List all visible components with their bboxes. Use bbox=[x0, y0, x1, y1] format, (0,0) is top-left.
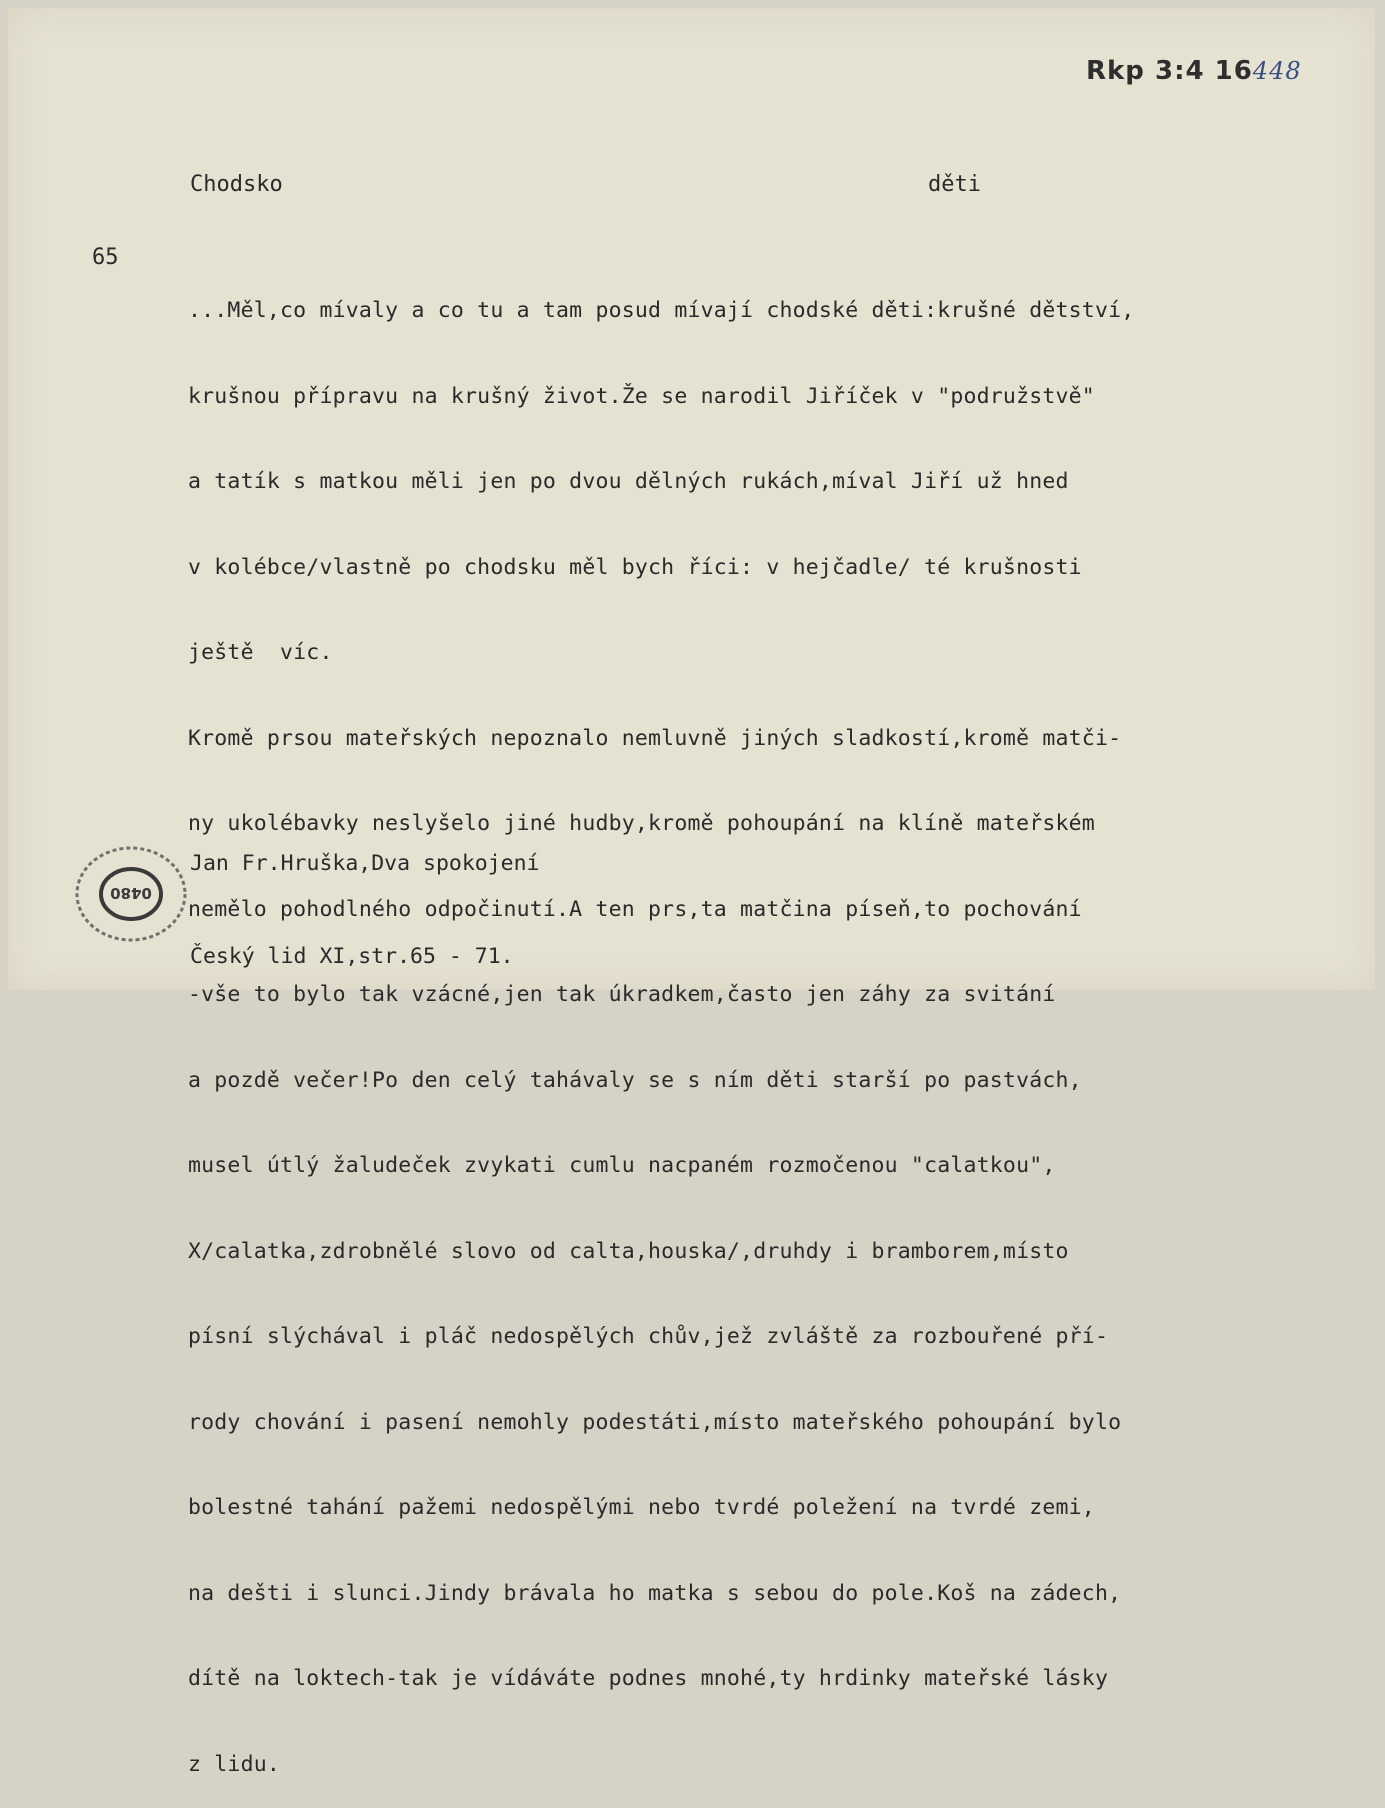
body-line: v kolébce/vlastně po chodsku měl bych říci: v hejčadle/ té krušnosti bbox=[188, 554, 1082, 580]
seal-number: 0480 bbox=[110, 884, 152, 902]
archive-mark-handwritten: 448 bbox=[1252, 57, 1302, 85]
body-text bbox=[188, 240, 1368, 1808]
body-line: bolestné tahání pažemi nedospělými nebo tvrdé poležení na tvrdé zemi, bbox=[188, 1495, 1095, 1520]
body-line: na dešti i slunci.Jindy brávala ho matka s sebou do pole.Koš na zádech, bbox=[188, 1580, 1122, 1606]
body-line: a tatík s matkou měli jen po dvou dělných rukách,míval Jiří už hned bbox=[188, 469, 1069, 494]
citation-source: Český lid XI,str.65 - 71. bbox=[190, 944, 514, 969]
archive-mark bbox=[1086, 56, 1302, 86]
body-line: a pozdě večer!Po den celý tahávaly se s ním děti starší po pastvách, bbox=[188, 1067, 1082, 1093]
body-line: z lidu. bbox=[188, 1751, 281, 1777]
citation-author-title: Jan Fr.Hruška,Dva spokojení bbox=[190, 851, 540, 876]
page-number: 65 bbox=[92, 245, 119, 270]
library-seal-icon bbox=[68, 842, 194, 946]
body-line: -vše to bylo tak vzácné,jen tak úkradkem,často jen záhy za svitání bbox=[188, 982, 1056, 1007]
body-line: ny ukolébavky neslyšelo jiné hudby,kromě pohoupání na klíně mateřském bbox=[188, 811, 1095, 836]
body-line: dítě na loktech-tak je vídáváte podnes mnohé,ty hrdinky mateřské lásky bbox=[188, 1666, 1109, 1691]
body-line: rody chování i pasení nemohly podestáti,místo mateřského pohoupání bylo bbox=[188, 1409, 1122, 1435]
body-line: ještě víc. bbox=[188, 640, 333, 665]
body-line: nemělo pohodlného odpočinutí.A ten prs,ta matčina píseň,to pochování bbox=[188, 896, 1082, 922]
body-line: Kromě prsou mateřských nepoznalo nemluvně jiných sladkostí,kromě matči- bbox=[188, 725, 1122, 751]
body-line: musel útlý žaludeček zvykati cumlu nacpaném rozmočenou "calatkou", bbox=[188, 1153, 1056, 1178]
body-line: X/calatka,zdrobnělé slovo od calta,houska/,druhdy i bramborem,místo bbox=[188, 1238, 1069, 1264]
heading-region: Chodsko bbox=[190, 172, 283, 197]
body-line: krušnou přípravu na krušný život.Že se narodil Jiříček v "podružstvě" bbox=[188, 383, 1095, 409]
body-line: písní slýchával i pláč nedospělých chův,jež zvláště za rozbouřené pří- bbox=[188, 1324, 1109, 1349]
archive-mark-printed: Rkp 3:4 16 bbox=[1086, 56, 1253, 86]
citation bbox=[190, 786, 540, 1003]
heading-topic: děti bbox=[928, 172, 981, 197]
body-line: ...Měl,co mívaly a co tu a tam posud mívají chodské děti:krušné dětství, bbox=[188, 298, 1135, 323]
